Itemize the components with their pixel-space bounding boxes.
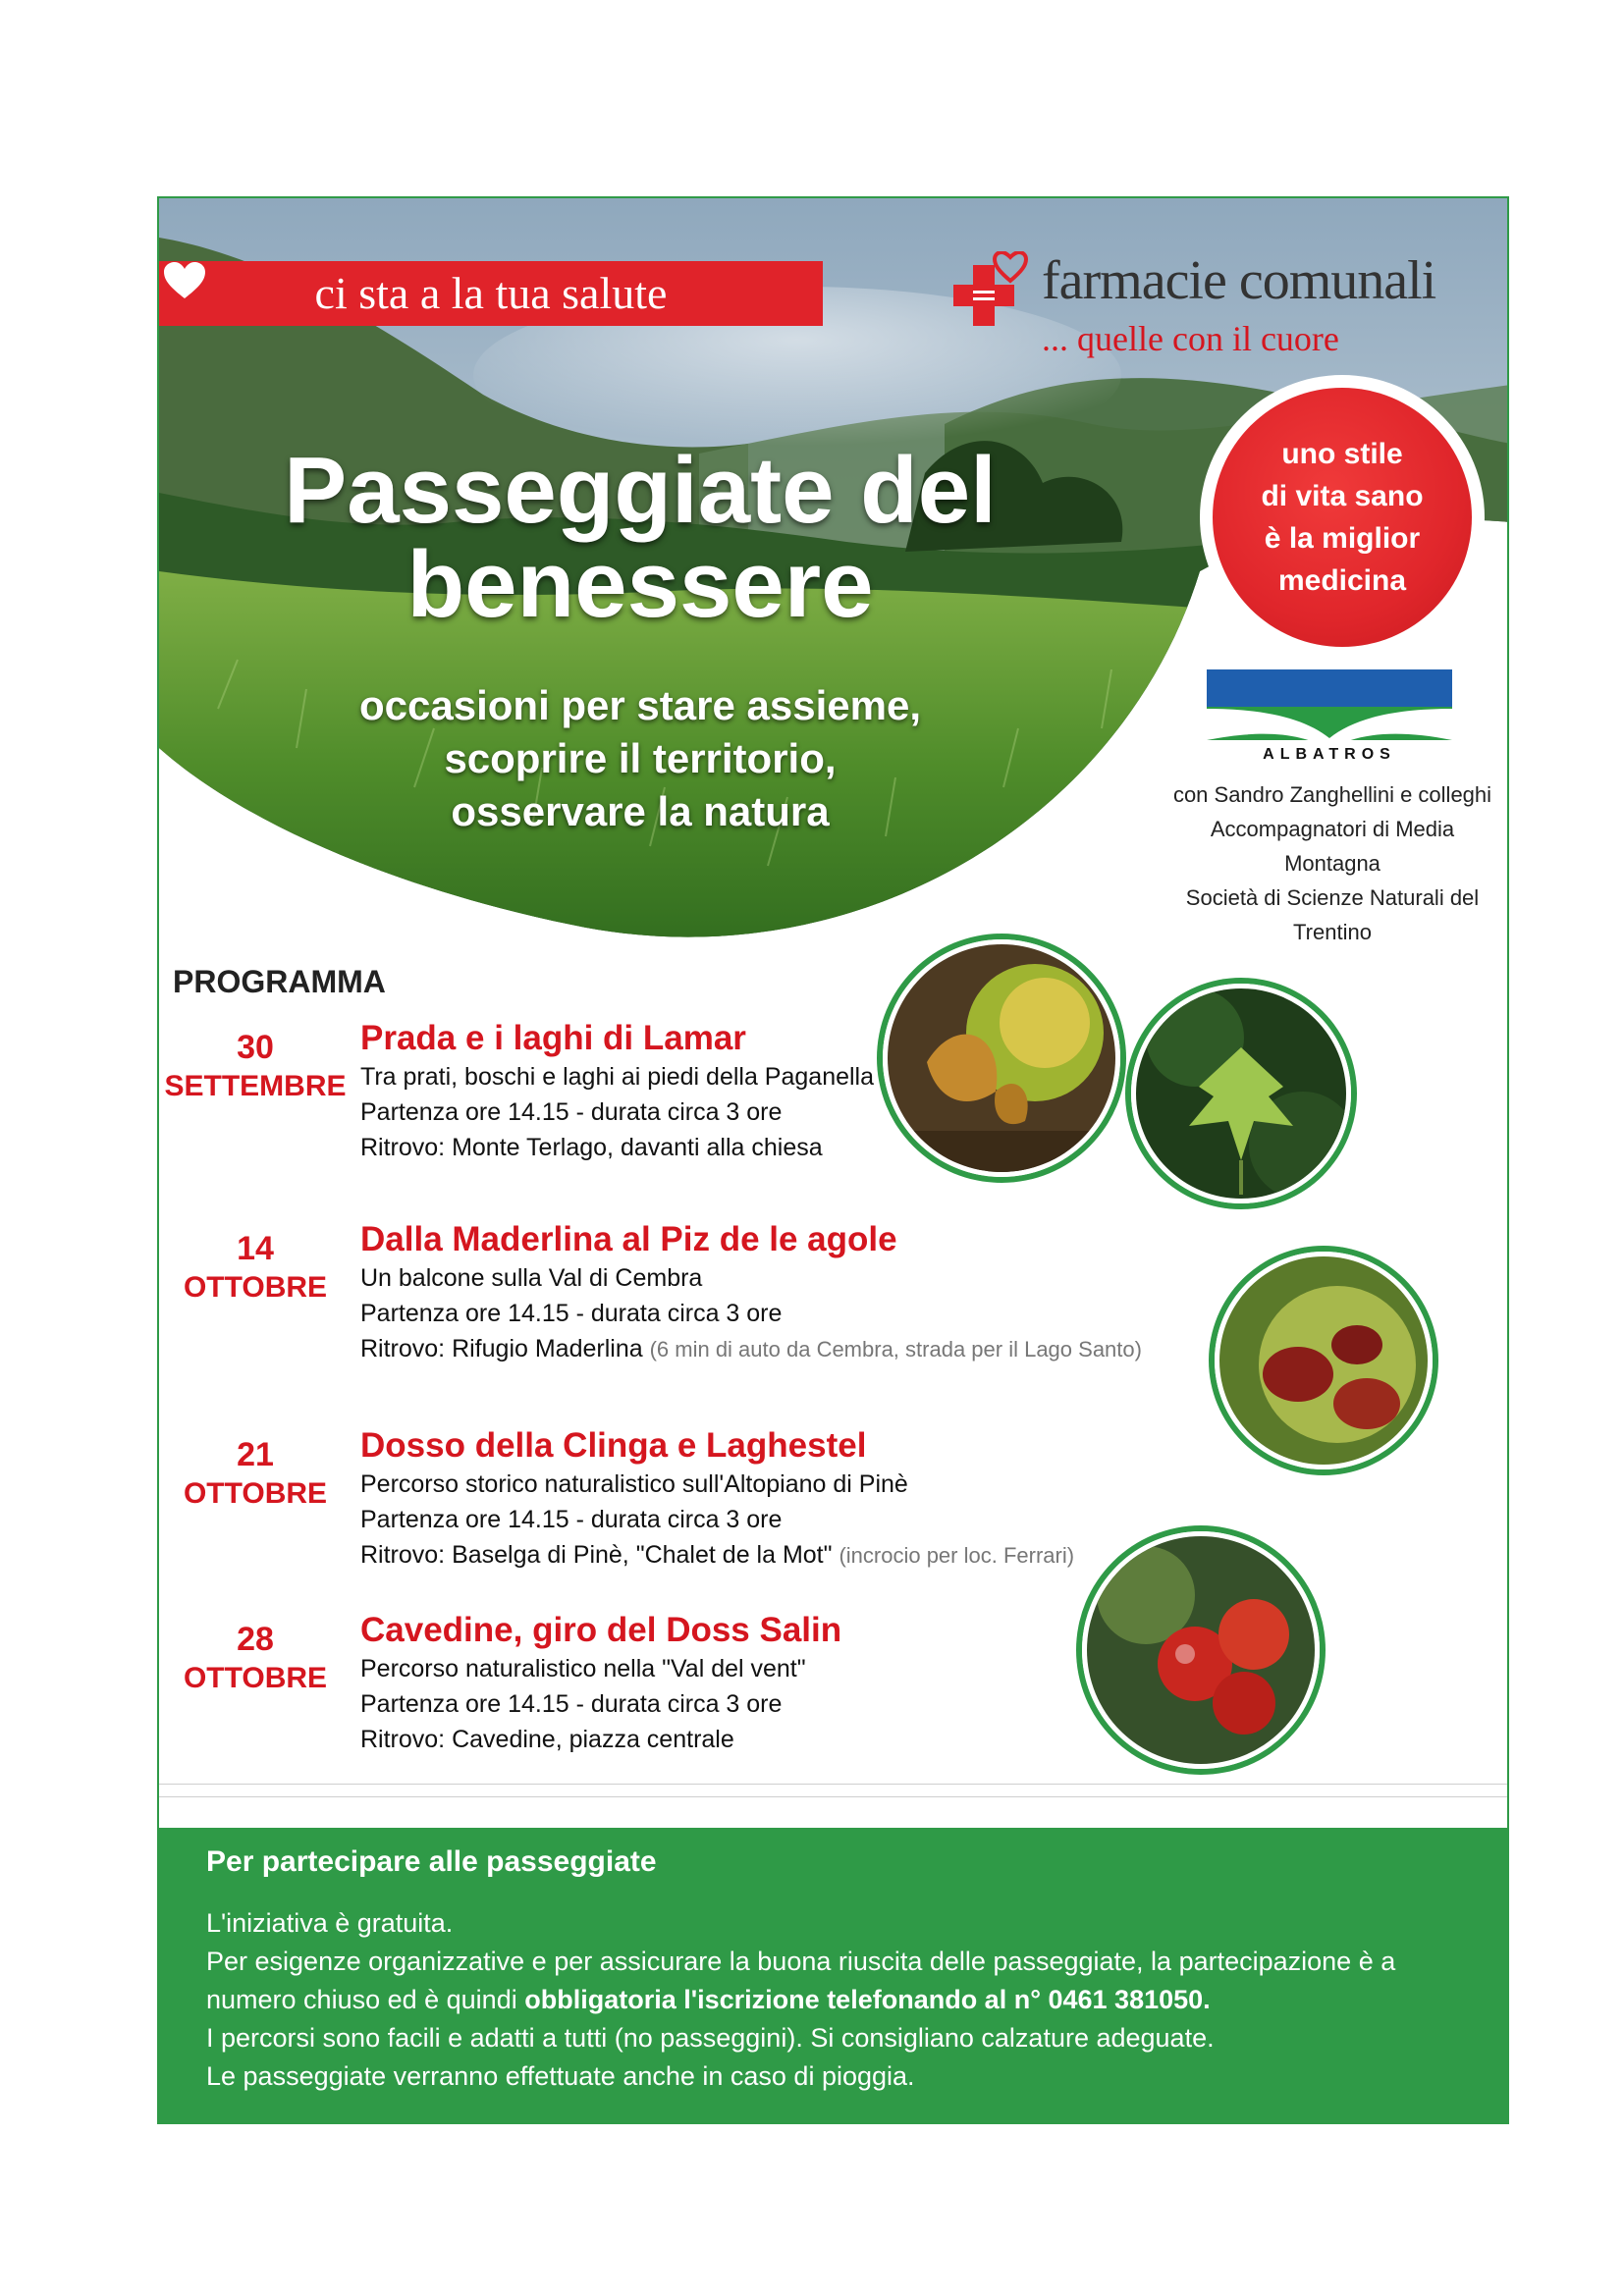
chestnut-husk-image [1219,1256,1428,1465]
footer-text: numero chiuso ed è quindi [206,1985,525,2014]
info-footer [159,1828,1509,2124]
subtitle-line: occasioni per stare assieme, [359,682,921,728]
event-departure: Partenza ore 14.15 - durata circa 3 ore [360,1300,783,1327]
event-meeting-point [360,1331,1142,1367]
footer-line: Le passeggiate verranno effettuate anche in caso di pioggia. [206,2061,915,2091]
title-line: benessere [406,532,874,637]
credit-line: con Sandro Zanghellini e colleghi [1172,782,1492,807]
event-date [159,1620,352,1698]
event-month: OTTOBRE [183,1662,328,1694]
event-description: Percorso storico naturalistico sull'Altopiano di Pinè [360,1470,908,1498]
credit-line: Accompagnatori di Media Montagna [1210,817,1455,876]
event-info [360,1219,1142,1367]
event-date [159,1028,352,1106]
event-note: (incrocio per loc. Ferrari) [839,1543,1075,1568]
badge-line: è la miglior [1264,522,1421,555]
health-badge [1200,375,1485,660]
event-title: Dalla Maderlina al Piz de le agole [360,1220,897,1258]
butterfly-photo [883,939,1120,1177]
chestnuts-photo [1082,1531,1320,1769]
event-date [159,1229,352,1308]
title-line: Passeggiate del [284,438,997,543]
separator-line [159,1784,1509,1797]
butterfly-image [888,944,1115,1172]
badge-text [1244,433,1440,602]
subtitle [159,679,1121,838]
poster [157,196,1509,2124]
logo-name: farmacie comunali [1042,250,1436,311]
event-month: OTTOBRE [183,1477,328,1510]
tagline-banner [159,261,823,326]
footer-line: L'iniziativa è gratuita. [206,1908,454,1938]
albatros-name: ALBATROS [1263,746,1396,763]
meeting-point-text: Ritrovo: Rifugio Maderlina [360,1335,643,1362]
event-note: (6 min di auto da Cembra, strada per il Lago Santo) [649,1337,1142,1362]
badge-line: di vita sano [1261,480,1424,512]
footer-line: Per esigenze organizzative e per assicurare la buona riuscita delle passeggiate, la partecipazione è a [206,1947,1396,1976]
pharmacy-cross-heart-icon [951,251,1036,330]
event-description: Percorso naturalistico nella "Val del vent" [360,1655,806,1682]
event-departure: Partenza ore 14.15 - durata circa 3 ore [360,1098,783,1126]
event-description: Tra prati, boschi e laghi ai piedi della Paganella [360,1063,875,1091]
badge-line: uno stile [1281,438,1403,470]
phone-registration-text: obbligatoria l'iscrizione telefonando al n° 0461 381050. [524,1985,1211,2014]
footer-heading: Per partecipare alle passeggiate [206,1845,657,1878]
heart-icon [163,261,206,300]
badge-circle [1213,388,1472,647]
event-title: Dosso della Clinga e Laghestel [360,1426,867,1465]
badge-line: medicina [1277,564,1407,597]
event-info [360,1018,874,1165]
event-day: 21 [237,1436,274,1473]
footer-line [206,1981,1483,2019]
footer-body [206,1904,1483,2096]
event-description: Un balcone sulla Val di Cembra [360,1264,703,1292]
chestnut-husk-photo [1215,1252,1433,1469]
event-month: SETTEMBRE [164,1070,347,1102]
programma-heading: PROGRAMMA [173,964,386,999]
event-info [360,1610,841,1757]
event-meeting-point [360,1537,1074,1574]
event-meeting-point: Ritrovo: Cavedine, piazza centrale [360,1726,734,1753]
event-departure: Partenza ore 14.15 - durata circa 3 ore [360,1506,783,1533]
meeting-point-text: Ritrovo: Baselga di Pinè, "Chalet de la Mot" [360,1541,833,1569]
albatros-credits [1161,777,1504,949]
event-day: 30 [237,1029,274,1066]
event-day: 14 [237,1230,274,1267]
subtitle-line: osservare la natura [451,788,830,834]
logo-slogan: ... quelle con il cuore [1042,319,1339,358]
farmacie-comunali-logo [951,234,1501,361]
credit-line: Società di Scienze Naturali del Trentino [1185,885,1480,944]
chestnuts-image [1087,1536,1315,1764]
leaf-photo [1131,984,1351,1203]
event-info [360,1425,1074,1574]
event-title: Cavedine, giro del Doss Salin [360,1611,842,1649]
footer-line: I percorsi sono facili e adatti a tutti (no passeggini). Si consigliano calzature adeguate. [206,2023,1215,2053]
event-day: 28 [237,1621,274,1658]
main-title [159,438,1121,637]
tagline-text-before: ci sta a [314,268,441,318]
event-title: Prada e i laghi di Lamar [360,1019,746,1057]
subtitle-line: scoprire il territorio, [444,735,837,781]
event-date [159,1435,352,1514]
leaf-image [1136,988,1346,1199]
tagline-text-after: la tua salute [451,268,668,318]
event-month: OTTOBRE [183,1271,328,1304]
event-departure: Partenza ore 14.15 - durata circa 3 ore [360,1690,783,1718]
event-meeting-point: Ritrovo: Monte Terlago, davanti alla chiesa [360,1134,823,1161]
